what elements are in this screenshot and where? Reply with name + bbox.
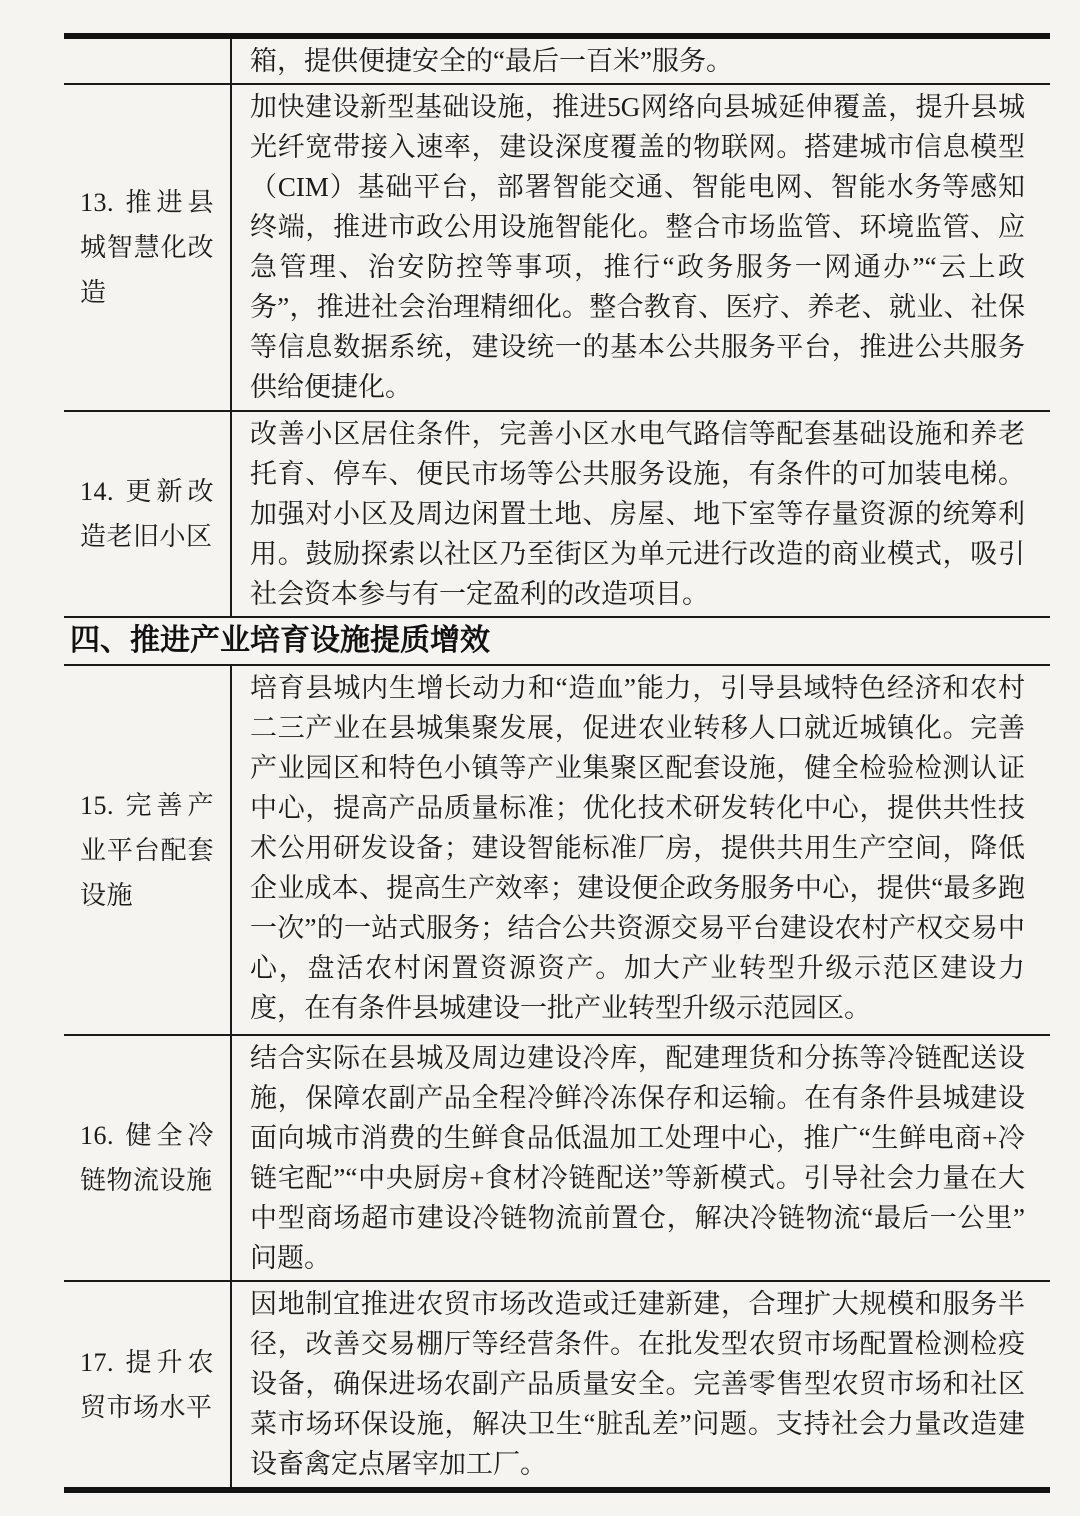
row-label-cell [64,412,232,616]
row-label-cell [64,1036,232,1280]
row-label: 16. 健全冷链物流设施 [80,1121,214,1195]
table-row [64,39,1050,85]
table-row [64,666,1050,1036]
row-body-cell [232,412,1050,616]
row-body-cell [232,1282,1050,1487]
table-row [64,1282,1050,1487]
row-body-cell [232,85,1050,410]
row-label: 13. 推进县城智慧化改造 [80,188,214,307]
row-body-cell [232,39,1050,83]
table-row [64,1036,1050,1282]
row-text: 箱，提供便捷安全的“最后一百米”服务。 [250,46,733,76]
row-text: 改善小区居住条件，完善小区水电气路信等配套基础设施和养老托育、停车、便民市场等公共服务设施，有条件的可加装电梯。加强对小区及周边闲置土地、房屋、地下室等存量资源的统筹利用。鼓励探索以社区乃至街区为单元进行改造的商业模式，吸引社会资本参与有一定盈利的改造项目。 [250,419,1025,609]
policy-table [64,33,1050,1493]
row-label-cell [64,85,232,410]
row-label-cell [64,666,232,1034]
row-text: 培育县城内生增长动力和“造血”能力，引导县域特色经济和农村二三产业在县城集聚发展，促进农业转移人口就近城镇化。完善产业园区和特色小镇等产业集聚区配套设施，健全检验检测认证中心，提高产品质量标准；优化技术研发转化中心，提供共性技术公用研发设备；建设智能标准厂房，提供共用生产空间，降低企业成本、提高生产效率；建设便企政务服务中心，提供“最多跑一次”的一站式服务；结合公共资源交易平台建设农村产权交易中心，盘活农村闲置资源资产。加大产业转型升级示范区建设力度，在有条件县城建设一批产业转型升级示范园区。 [250,673,1025,1023]
row-text: 加快建设新型基础设施，推进5G网络向县城延伸覆盖，提升县城光纤宽带接入速率，建设深度覆盖的物联网。搭建城市信息模型（CIM）基础平台，部署智能交通、智能电网、智能水务等感知终端，推进市政公用设施智能化。整合市场监管、环境监管、应急管理、治安防控等事项，推行“政务服务一网通办”“云上政务”，推进社会治理精细化。整合教育、医疗、养老、就业、社保等信息数据系统，建设统一的基本公共服务平台，推进公共服务供给便捷化。 [250,92,1025,402]
row-label: 15. 完善产业平台配套设施 [80,790,214,910]
table-row [64,412,1050,618]
table-row [64,85,1050,412]
section-header: 四、推进产业培育设施提质增效 [64,618,1050,666]
row-label-cell [64,39,232,83]
row-body-cell [232,1036,1050,1280]
row-label-cell [64,1282,232,1487]
row-body-cell [232,666,1050,1034]
row-text: 结合实际在县城及周边建设冷库，配建理货和分拣等冷链配送设施，保障农副产品全程冷鲜冷冻保存和运输。在有条件县城建设面向城市消费的生鲜食品低温加工处理中心，推广“生鲜电商+冷链宅配”“中央厨房+食材冷链配送”等新模式。引导社会力量在大中型商场超市建设冷链物流前置仓，解决冷链物流“最后一公里”问题。 [250,1043,1025,1273]
row-label: 17. 提升农贸市场水平 [80,1347,214,1422]
row-text: 因地制宜推进农贸市场改造或迁建新建，合理扩大规模和服务半径，改善交易棚厅等经营条件。在批发型农贸市场配置检测检疫设备，确保进场农副产品质量安全。完善零售型农贸市场和社区菜市场环保设施，解决卫生“脏乱差”问题。支持社会力量改造建设畜禽定点屠宰加工厂。 [250,1289,1025,1479]
row-label: 14. 更新改造老旧小区 [80,477,214,551]
